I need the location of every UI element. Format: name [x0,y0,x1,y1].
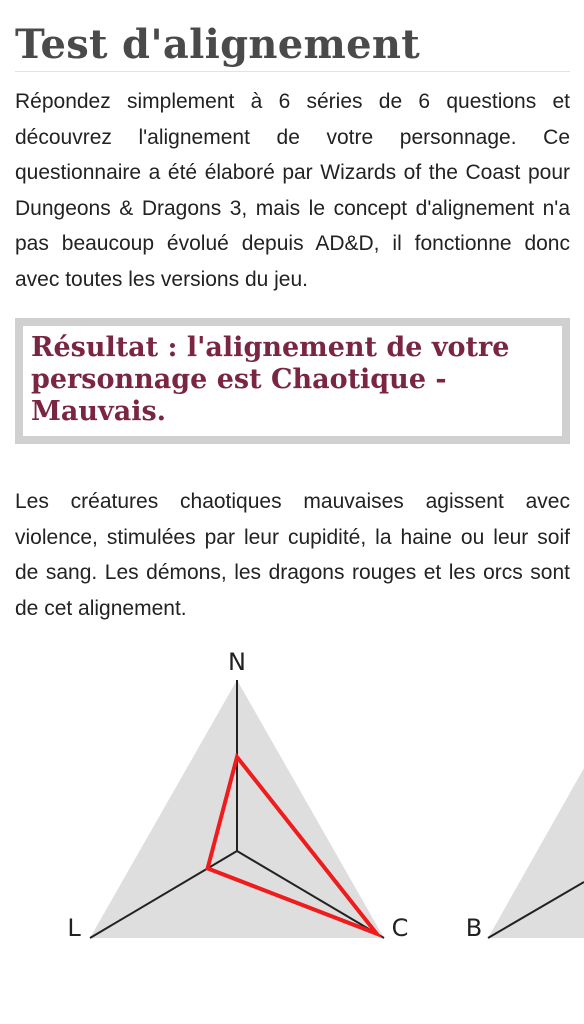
radar-chart-law-chaos [67,648,408,942]
alignment-radar-charts [0,640,584,1024]
result-text: Résultat : l'alignement de votre personnage est Chaotique - Mauvais. [31,332,510,427]
page-title: Test d'alignement [15,21,421,68]
radar-background [488,768,584,938]
axis-label-c: C [391,914,409,942]
radar-chart-good-evil [466,768,584,942]
axis-label-b: B [465,914,483,942]
intro-paragraph: Répondez simplement à 6 séries de 6 questions et découvrez l'alignement de votre personnage. Ce questionnaire a été élaboré par Wizards of the Coast pour Dungeons & Dragons 3, mais le concept d'alignement n'a pas beaucoup évolué depuis AD&D, il fonctionne donc avec toutes les versions du jeu. [15,90,570,291]
axis-label-l: L [67,914,81,942]
axis-label-n: N [228,648,246,676]
alignment-description: Les créatures chaotiques mauvaises agissent avec violence, stimulées par leur cupidité, la haine ou leur soif de sang. Les démons, les dragons rouges et les orcs sont de cet alignement. [15,490,570,620]
result-box [15,318,570,444]
title-divider [15,71,570,72]
